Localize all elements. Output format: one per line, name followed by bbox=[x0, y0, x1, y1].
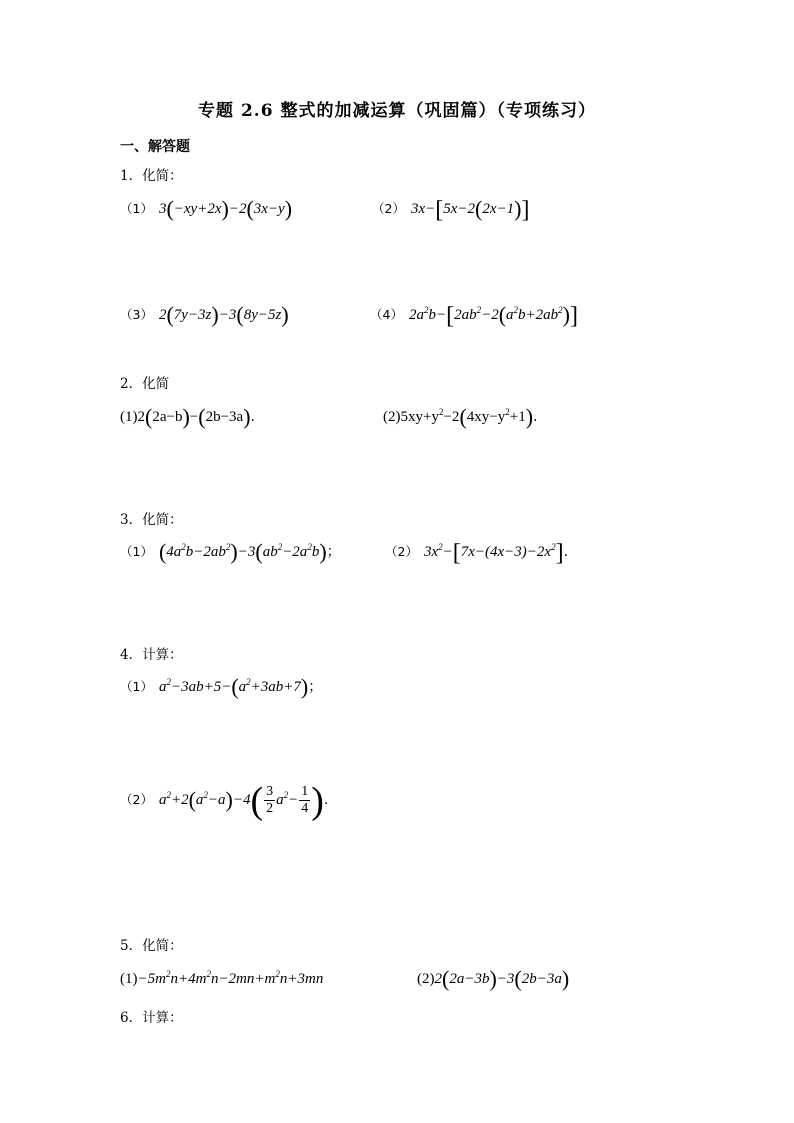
q3-p1-label: （1） bbox=[120, 544, 153, 559]
q3-p2-expr: $3x^2-[7x-(4x-3)-2x^2]$ bbox=[423, 540, 564, 566]
q2-p1-expr: (1)2(2a−b)−(2b−3a) bbox=[120, 404, 251, 429]
q5-problem-1 bbox=[120, 968, 323, 988]
q4-problem-1: （1） $a^2-3ab+5-(a^2+3ab+7)$； bbox=[120, 674, 323, 699]
question-3-heading: 3．化简： bbox=[120, 512, 183, 528]
q1-p4-label: （4） bbox=[370, 307, 403, 322]
section-heading: 一、解答题 bbox=[120, 139, 190, 155]
q5-problem-2 bbox=[417, 966, 570, 991]
q1-p3-label: （3） bbox=[120, 307, 153, 322]
q5-p2-label: (2) bbox=[417, 971, 435, 987]
q5-p1-label: (1) bbox=[120, 971, 138, 987]
q3-p2-label: （2） bbox=[385, 544, 418, 559]
q1-p2-expr: 3x−[5x−2(2x−1)] bbox=[410, 196, 530, 223]
page-title: 专题 2.6 整式的加减运算（巩固篇）（专项练习） bbox=[198, 101, 596, 121]
question-5-heading: 5．化简： bbox=[120, 938, 183, 954]
q1-problem-2 bbox=[372, 196, 530, 223]
q1-p4-expr: $2a^2b-[2ab^2-2(a^2b+2ab^2)]$ bbox=[408, 302, 578, 329]
q5-p2-expr: (2)2(2a−3b)−3(2b−3a) bbox=[417, 966, 570, 991]
q1-problem-4 bbox=[370, 302, 578, 329]
q2-problem-1: (1)2(2a−b)−(2b−3a). bbox=[120, 404, 255, 429]
fraction-three-halves: $\frac{3}{2}$ bbox=[266, 784, 274, 816]
q4-p1-label: （1） bbox=[120, 679, 153, 694]
question-6-heading: 6．计算： bbox=[120, 1010, 183, 1026]
q1-problem-1 bbox=[120, 196, 293, 221]
q4-problem-2: （2） $a^2+2(a^2-a)-4$( $\frac{3}{2}$ $a^2-$ $\frac{1}{4}$ ). bbox=[120, 779, 329, 822]
q2-problem-2: $(2)5xy+y^2-2(4xy-y^2+1)$. bbox=[383, 404, 538, 429]
q1-p1-expr: 3(−xy+2x)−2(3x−y) bbox=[158, 196, 293, 221]
q4-p1-expr: $a^2-3ab+5-(a^2+3ab+7)$ bbox=[158, 674, 309, 699]
q4-p2-label: （2） bbox=[120, 791, 153, 807]
q2-p2-label: (2) bbox=[383, 409, 401, 425]
q1-p2-label: （2） bbox=[372, 201, 405, 216]
q1-problem-3 bbox=[120, 302, 289, 327]
q1-p3-expr: 2(7y−3z)−3(8y−5z) bbox=[158, 302, 289, 327]
q4-p2-expr: $a^2+2(a^2-a)-4$( $\frac{3}{2}$ $a^2-$ $\frac{1}{4}$ ) bbox=[158, 779, 324, 822]
q3-p1-expr: $(4a^2b-2ab^2)-3(ab^2-2a^2b)$ bbox=[158, 539, 327, 564]
q1-p1-label: （1） bbox=[120, 201, 153, 216]
fraction-one-quarter: $\frac{1}{4}$ bbox=[301, 784, 309, 816]
question-2-heading: 2．化简 bbox=[120, 376, 170, 392]
q5-p1-expr: $(1)-5m^2n+4m^2n-2mn+m^2n+3mn$ bbox=[120, 969, 324, 987]
question-4-heading: 4．计算： bbox=[120, 647, 183, 663]
question-1-heading: 1．化简： bbox=[120, 168, 183, 184]
q2-p2-expr: $(2)5xy+y^2-2(4xy-y^2+1)$ bbox=[383, 404, 534, 429]
q3-problem-1: （1） $(4a^2b-2ab^2)-3(ab^2-2a^2b)$； bbox=[120, 539, 341, 564]
q3-problem-2: （2） $3x^2-[7x-(4x-3)-2x^2]$. bbox=[385, 540, 569, 566]
q2-p1-label: (1) bbox=[120, 409, 138, 425]
